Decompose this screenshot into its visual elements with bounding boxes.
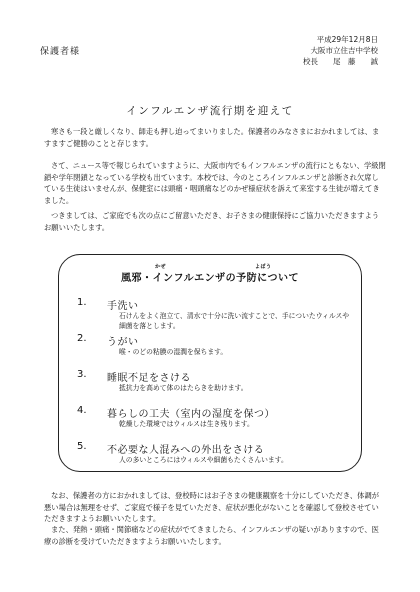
ruby-kaze: かぜ: [155, 264, 167, 270]
item-heading: 手洗い: [107, 301, 139, 312]
prevention-title-text: 風邪・インフルエンザの予防について: [121, 273, 299, 284]
item-description: 石けんをよく泡立て、清水で十分に洗い流すことで、手についたウィルスや細菌を落とします。: [119, 312, 350, 330]
addressee: 保護者様: [40, 47, 81, 57]
school-name: 大阪市立住吉中学校: [310, 46, 378, 55]
sender-block: [303, 34, 378, 67]
notice-title: インフルエンザ流行期を迎えて: [126, 105, 294, 117]
item-description: 人の多いところにはウィルスや細菌もたくさんいます。: [119, 456, 288, 464]
item-number: 4.: [77, 405, 87, 416]
item-number: 1.: [77, 297, 87, 308]
paragraph-guardian: なお、保護者の方におかれましては、登校時にはお子さまの健康観察を十分にしていただき、体調が悪い場合は無理をせず、ご家庭で様子を見ていただき、症状が悪化がないことを確認して登校させていただきますようお願いいたします。: [44, 491, 380, 524]
paragraph-situation: さて、ニュース等で報じられていますように、大阪市内でもインフルエンザの流行にともない、学級閉鎖や学年閉鎖となっている学校も出ています。本校では、今のところインフルエンザと診断され欠席している生徒はいませんが、保健室には頭痛・咽頭痛などのかぜ様症状を訴えて来室する生徒が増えてきました。: [44, 161, 386, 205]
issue-date: 平成29年12月8日: [316, 35, 378, 44]
principal-title: 校長: [303, 57, 333, 66]
prevention-box: [58, 254, 362, 472]
item-heading: うがい: [107, 337, 139, 348]
item-heading: 暮らしの工夫（室内の湿度を保つ）: [107, 409, 275, 420]
item-number: 2.: [77, 333, 87, 344]
prevention-item: [77, 405, 357, 441]
ruby-yobou: よぼう: [255, 264, 272, 270]
request-paragraph: [44, 210, 386, 233]
item-number: 5.: [77, 441, 87, 452]
situation-paragraph: [44, 160, 386, 206]
paragraph-symptom: また、発熱・頭痛・関節痛などの症状がでてきましたら、インフルエンザの疑いがありますので、医療の診断を受けていただきますようお願いいたします。: [44, 525, 379, 546]
prevention-item: [77, 369, 357, 405]
item-description: 喉・のどの粘膜の湿潤を保ちます。: [119, 348, 228, 356]
prevention-box-title: [59, 264, 361, 284]
prevention-item: [77, 297, 357, 333]
item-number: 3.: [77, 369, 87, 380]
paragraph-request: つきましては、ご家庭でも次の点にご留意いただき、お子さまの健康保持にご協力いただきますようお願いいたします。: [44, 211, 380, 232]
item-description: 乾燥した環境ではウィルスは生き残ります。: [119, 420, 254, 428]
symptom-paragraph: [44, 524, 386, 547]
item-heading: 不必要な人混みへの外出をさける: [107, 445, 265, 456]
item-description: 抵抗力を高めて体のはたらきを助けます。: [119, 384, 248, 392]
principal-line: [303, 56, 378, 67]
intro-paragraph: [44, 126, 386, 149]
item-heading: 睡眠不足をさける: [107, 373, 191, 384]
paragraph-greeting: 寒さも一段と厳しくなり、師走も押し迫ってまいりました。保護者のみなさまにおかれましては、ますますご健勝のことと存じます。: [44, 127, 380, 148]
prevention-list: [77, 297, 357, 477]
guardian-paragraph: [44, 490, 386, 525]
prevention-item: [77, 333, 357, 369]
principal-name: 尾 藤 誠: [333, 57, 378, 66]
prevention-item: [77, 441, 357, 477]
